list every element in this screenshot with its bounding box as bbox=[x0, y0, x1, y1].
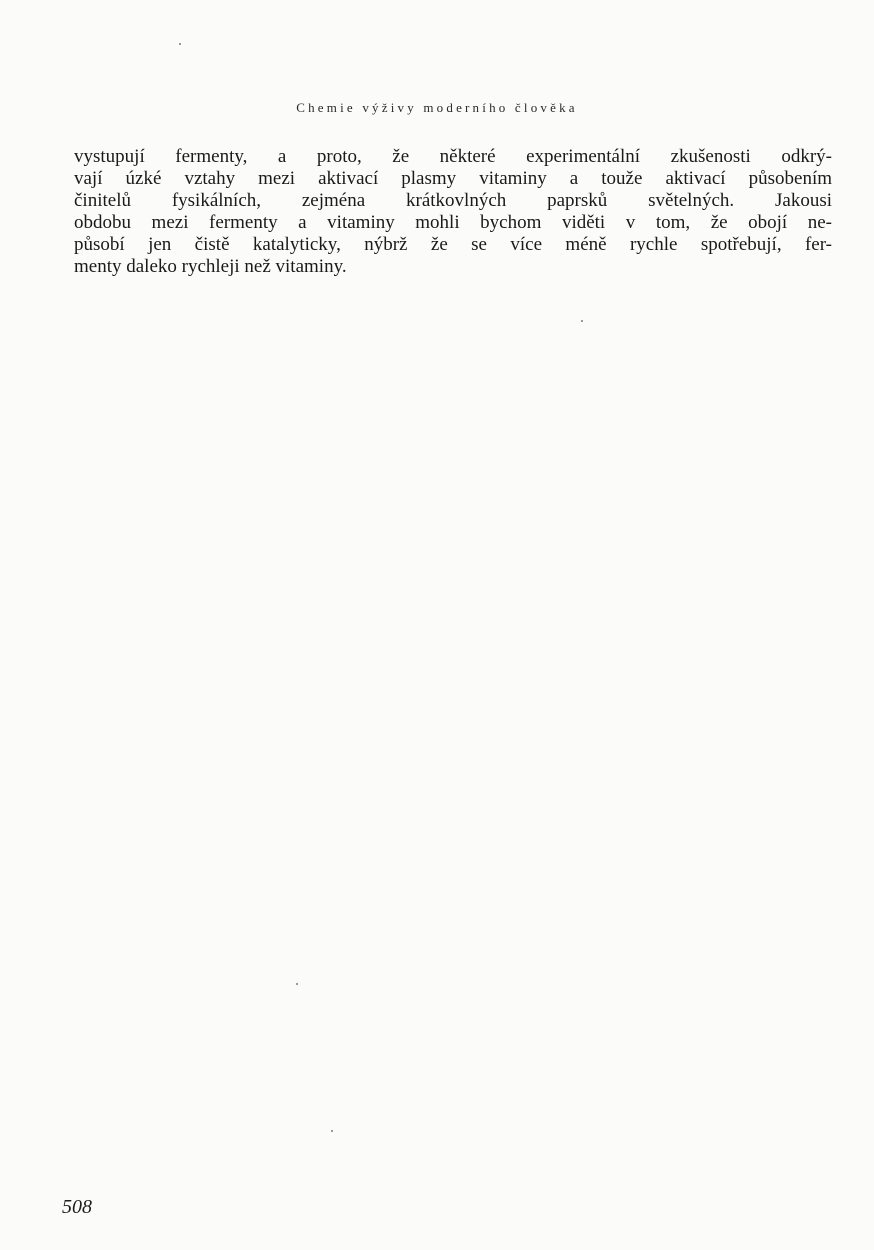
text-line: obdobu mezi fermenty a vitaminy mohli bychom viděti v tom, že obojí ne- bbox=[74, 212, 832, 233]
text-line: působí jen čistě katalyticky, nýbrž že se více méně rychle spotřebují, fer- bbox=[74, 234, 832, 255]
text-line: menty daleko rychleji než vitaminy. bbox=[74, 256, 347, 277]
scan-speck bbox=[179, 43, 181, 45]
paragraph bbox=[74, 146, 832, 278]
running-header: Chemie výživy moderního člověka bbox=[296, 100, 578, 115]
text-line: vystupují fermenty, a proto, že některé experimentální zkušenosti odkrý- bbox=[74, 146, 832, 167]
scan-speck bbox=[331, 1130, 333, 1132]
text-line: vají úzké vztahy mezi aktivací plasmy vitaminy a touže aktivací působením bbox=[74, 168, 832, 189]
page-number: 508 bbox=[62, 1196, 92, 1218]
scan-speck bbox=[296, 983, 298, 985]
scan-speck bbox=[581, 320, 583, 322]
text-line: činitelů fysikálních, zejména krátkovlných paprsků světelných. Jakousi bbox=[74, 190, 832, 211]
